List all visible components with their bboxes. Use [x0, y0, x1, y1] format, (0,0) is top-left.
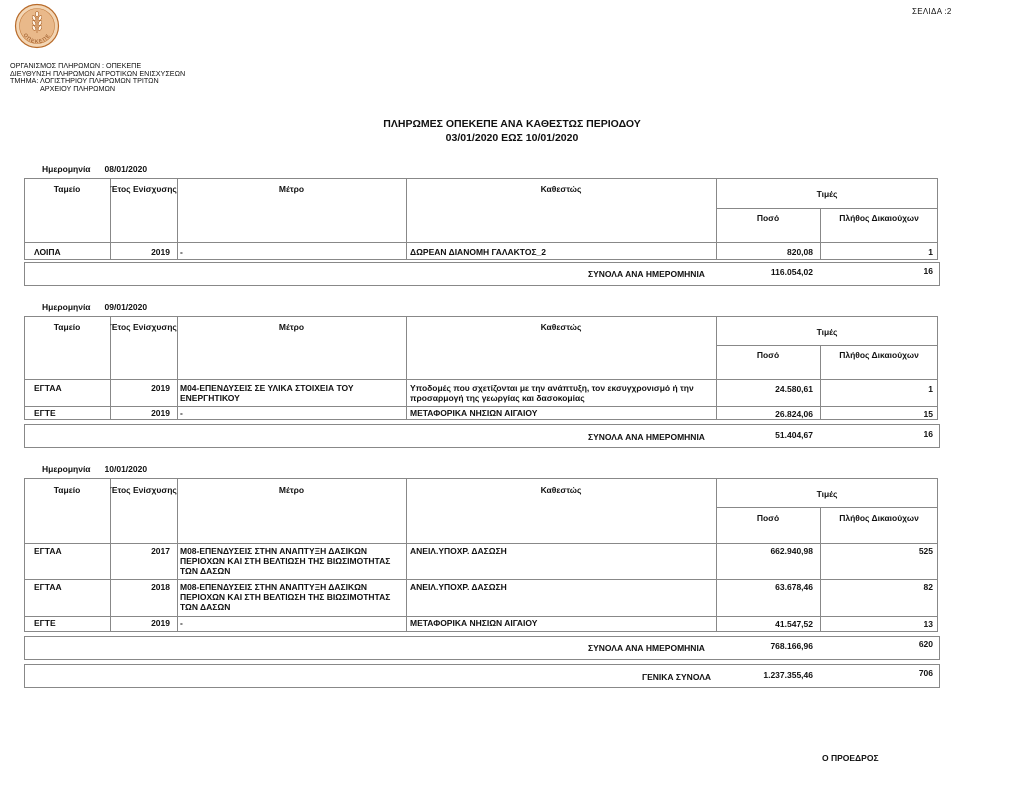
amount-cell: 820,08: [787, 247, 813, 257]
measure-cell: Μ08-ΕΠΕΝΔΥΣΕΙΣ ΣΤΗΝ ΑΝΑΠΤΥΞΗ ΔΑΣΙΚΩΝ ΠΕΡΙΟΧΩΝ ΚΑΙ ΣΤΗ ΒΕΛΤΙΩΣΗ ΤΗΣ ΒΙΩΣΙΜΟΤΗΤΑΣ ΤΩΝ ΔΑΣΩΝ: [180, 546, 391, 576]
grand-totals-label: ΓΕΝΙΚΑ ΣΥΝΟΛΑ: [642, 672, 712, 682]
col-fund: Ταμείο: [53, 485, 81, 495]
col-beneficiaries: Πλήθος Δικαιούχων: [839, 350, 919, 360]
amount-cell: 63.678,46: [775, 582, 813, 592]
grand-total-count: 706: [918, 668, 933, 678]
amount-cell: 662.940,98: [770, 546, 813, 556]
org-line: ΑΡΧΕΙΟΥ ΠΛΗΡΩΜΩΝ: [40, 83, 116, 93]
col-amount: Ποσό: [756, 513, 780, 523]
fund-cell: ΕΓΤΕ: [34, 408, 56, 418]
col-measure: Μέτρο: [278, 184, 305, 194]
col-beneficiaries: Πλήθος Δικαιούχων: [839, 213, 919, 223]
col-values: Τιμές: [816, 327, 838, 337]
page-number: ΣΕΛΙΔΑ :2: [912, 7, 952, 16]
total-amount: 116.054,02: [770, 267, 813, 277]
col-year: Έτος Ενίσχυσης: [110, 485, 177, 495]
scheme-cell: ΜΕΤΑΦΟΡΙΚΑ ΝΗΣΙΩΝ ΑΙΓΑΙΟΥ: [410, 618, 538, 628]
scheme-cell: ΜΕΤΑΦΟΡΙΚΑ ΝΗΣΙΩΝ ΑΙΓΑΙΟΥ: [410, 408, 538, 418]
col-fund: Ταμείο: [53, 322, 81, 332]
total-amount: 51.404,67: [775, 430, 813, 440]
date-heading: Ημερομηνία 10/01/2020: [42, 464, 148, 474]
year-cell: 2017: [151, 546, 170, 556]
date-heading: Ημερομηνία 09/01/2020: [42, 302, 148, 312]
report-title: ΠΛΗΡΩΜΕΣ ΟΠΕΚΕΠΕ ΑΝΑ ΚΑΘΕΣΤΩΣ ΠΕΡΙΟΔΟΥ: [383, 118, 641, 130]
count-cell: 1: [928, 247, 933, 257]
col-beneficiaries: Πλήθος Δικαιούχων: [839, 513, 919, 523]
col-scheme: Καθεστώς: [540, 322, 582, 332]
year-cell: 2019: [151, 247, 170, 257]
org-line: ΔΙΕΥΘΥΝΣΗ ΠΛΗΡΩΜΩΝ ΑΓΡΟΤΙΚΩΝ ΕΝΙΣΧΥΣΕΩΝ: [10, 68, 186, 78]
grand-total-amount: 1.237.355,46: [763, 670, 813, 680]
fund-cell: ΕΓΤΕ: [34, 618, 56, 628]
fund-cell: ΕΓΤΑΑ: [34, 383, 62, 393]
measure-cell: Μ08-ΕΠΕΝΔΥΣΕΙΣ ΣΤΗΝ ΑΝΑΠΤΥΞΗ ΔΑΣΙΚΩΝ ΠΕΡΙΟΧΩΝ ΚΑΙ ΣΤΗ ΒΕΛΤΙΩΣΗ ΤΗΣ ΒΙΩΣΙΜΟΤΗΤΑΣ ΤΩΝ ΔΑΣΩΝ: [180, 582, 391, 612]
totals-label: ΣΥΝΟΛΑ ΑΝΑ ΗΜΕΡΟΜΗΝΙΑ: [588, 269, 705, 279]
col-values: Τιμές: [816, 489, 838, 499]
amount-cell: 24.580,61: [775, 384, 813, 394]
col-amount: Ποσό: [756, 350, 780, 360]
total-count: 16: [923, 266, 933, 276]
org-line: ΤΜΗΜΑ: ΛΟΓΙΣΤΗΡΙΟΥ ΠΛΗΡΩΜΩΝ ΤΡΙΤΩΝ: [10, 76, 159, 86]
org-line: ΟΡΓΑΝΙΣΜΟΣ ΠΛΗΡΩΜΩΝ : ΟΠΕΚΕΠΕ: [10, 61, 142, 70]
measure-cell: -: [180, 408, 183, 418]
col-year: Έτος Ενίσχυσης: [110, 322, 177, 332]
count-cell: 15: [923, 409, 933, 419]
total-amount: 768.166,96: [770, 641, 813, 651]
col-scheme: Καθεστώς: [540, 485, 582, 495]
year-cell: 2019: [151, 618, 170, 628]
scheme-cell: ΑΝΕΙΛ.ΥΠΟΧΡ. ΔΑΣΩΣΗ: [410, 546, 507, 556]
measure-cell: -: [180, 618, 183, 628]
signature-label: Ο ΠΡΟΕΔΡΟΣ: [822, 753, 879, 763]
scheme-cell: Υποδομές που σχετίζονται με την ανάπτυξη, τον εκσυγχρονισμό ή την προσαρμογή της γεωργίας και δασοκομίας: [410, 383, 694, 403]
organization-header: [10, 62, 185, 92]
amount-cell: 26.824,06: [775, 409, 813, 419]
total-count: 620: [918, 639, 933, 649]
year-cell: 2019: [151, 408, 170, 418]
col-fund: Ταμείο: [53, 184, 81, 194]
col-amount: Ποσό: [756, 213, 780, 223]
svg-text:ΟΠΕΚΕΠΕ: ΟΠΕΚΕΠΕ: [21, 32, 53, 46]
totals-label: ΣΥΝΟΛΑ ΑΝΑ ΗΜΕΡΟΜΗΝΙΑ: [588, 643, 705, 653]
scheme-cell: ΑΝΕΙΛ.ΥΠΟΧΡ. ΔΑΣΩΣΗ: [410, 582, 507, 592]
fund-cell: ΕΓΤΑΑ: [34, 546, 62, 556]
col-measure: Μέτρο: [278, 322, 305, 332]
amount-cell: 41.547,52: [775, 619, 813, 629]
count-cell: 13: [923, 619, 933, 629]
count-cell: 525: [918, 546, 933, 556]
scheme-cell: ΔΩΡΕΑΝ ΔΙΑΝΟΜΗ ΓΑΛΑΚΤΟΣ_2: [410, 247, 546, 257]
date-heading: Ημερομηνία 08/01/2020: [42, 164, 148, 174]
totals-label: ΣΥΝΟΛΑ ΑΝΑ ΗΜΕΡΟΜΗΝΙΑ: [588, 432, 705, 442]
year-cell: 2018: [151, 582, 170, 592]
opekepe-logo: [14, 3, 60, 49]
measure-cell: -: [180, 247, 183, 257]
col-values: Τιμές: [816, 189, 838, 199]
col-measure: Μέτρο: [278, 485, 305, 495]
col-scheme: Καθεστώς: [540, 184, 582, 194]
total-count: 16: [923, 429, 933, 439]
fund-cell: ΛΟΙΠΑ: [34, 247, 61, 257]
count-cell: 1: [928, 384, 933, 394]
count-cell: 82: [923, 582, 933, 592]
fund-cell: ΕΓΤΑΑ: [34, 582, 62, 592]
col-year: Έτος Ενίσχυσης: [110, 184, 177, 194]
year-cell: 2019: [151, 383, 170, 393]
report-period: 03/01/2020 ΕΩΣ 10/01/2020: [445, 132, 579, 144]
measure-cell: Μ04-ΕΠΕΝΔΥΣΕΙΣ ΣΕ ΥΛΙΚΑ ΣΤΟΙΧΕΙΑ ΤΟΥ ΕΝΕΡΓΗΤΙΚΟΥ: [180, 383, 354, 403]
